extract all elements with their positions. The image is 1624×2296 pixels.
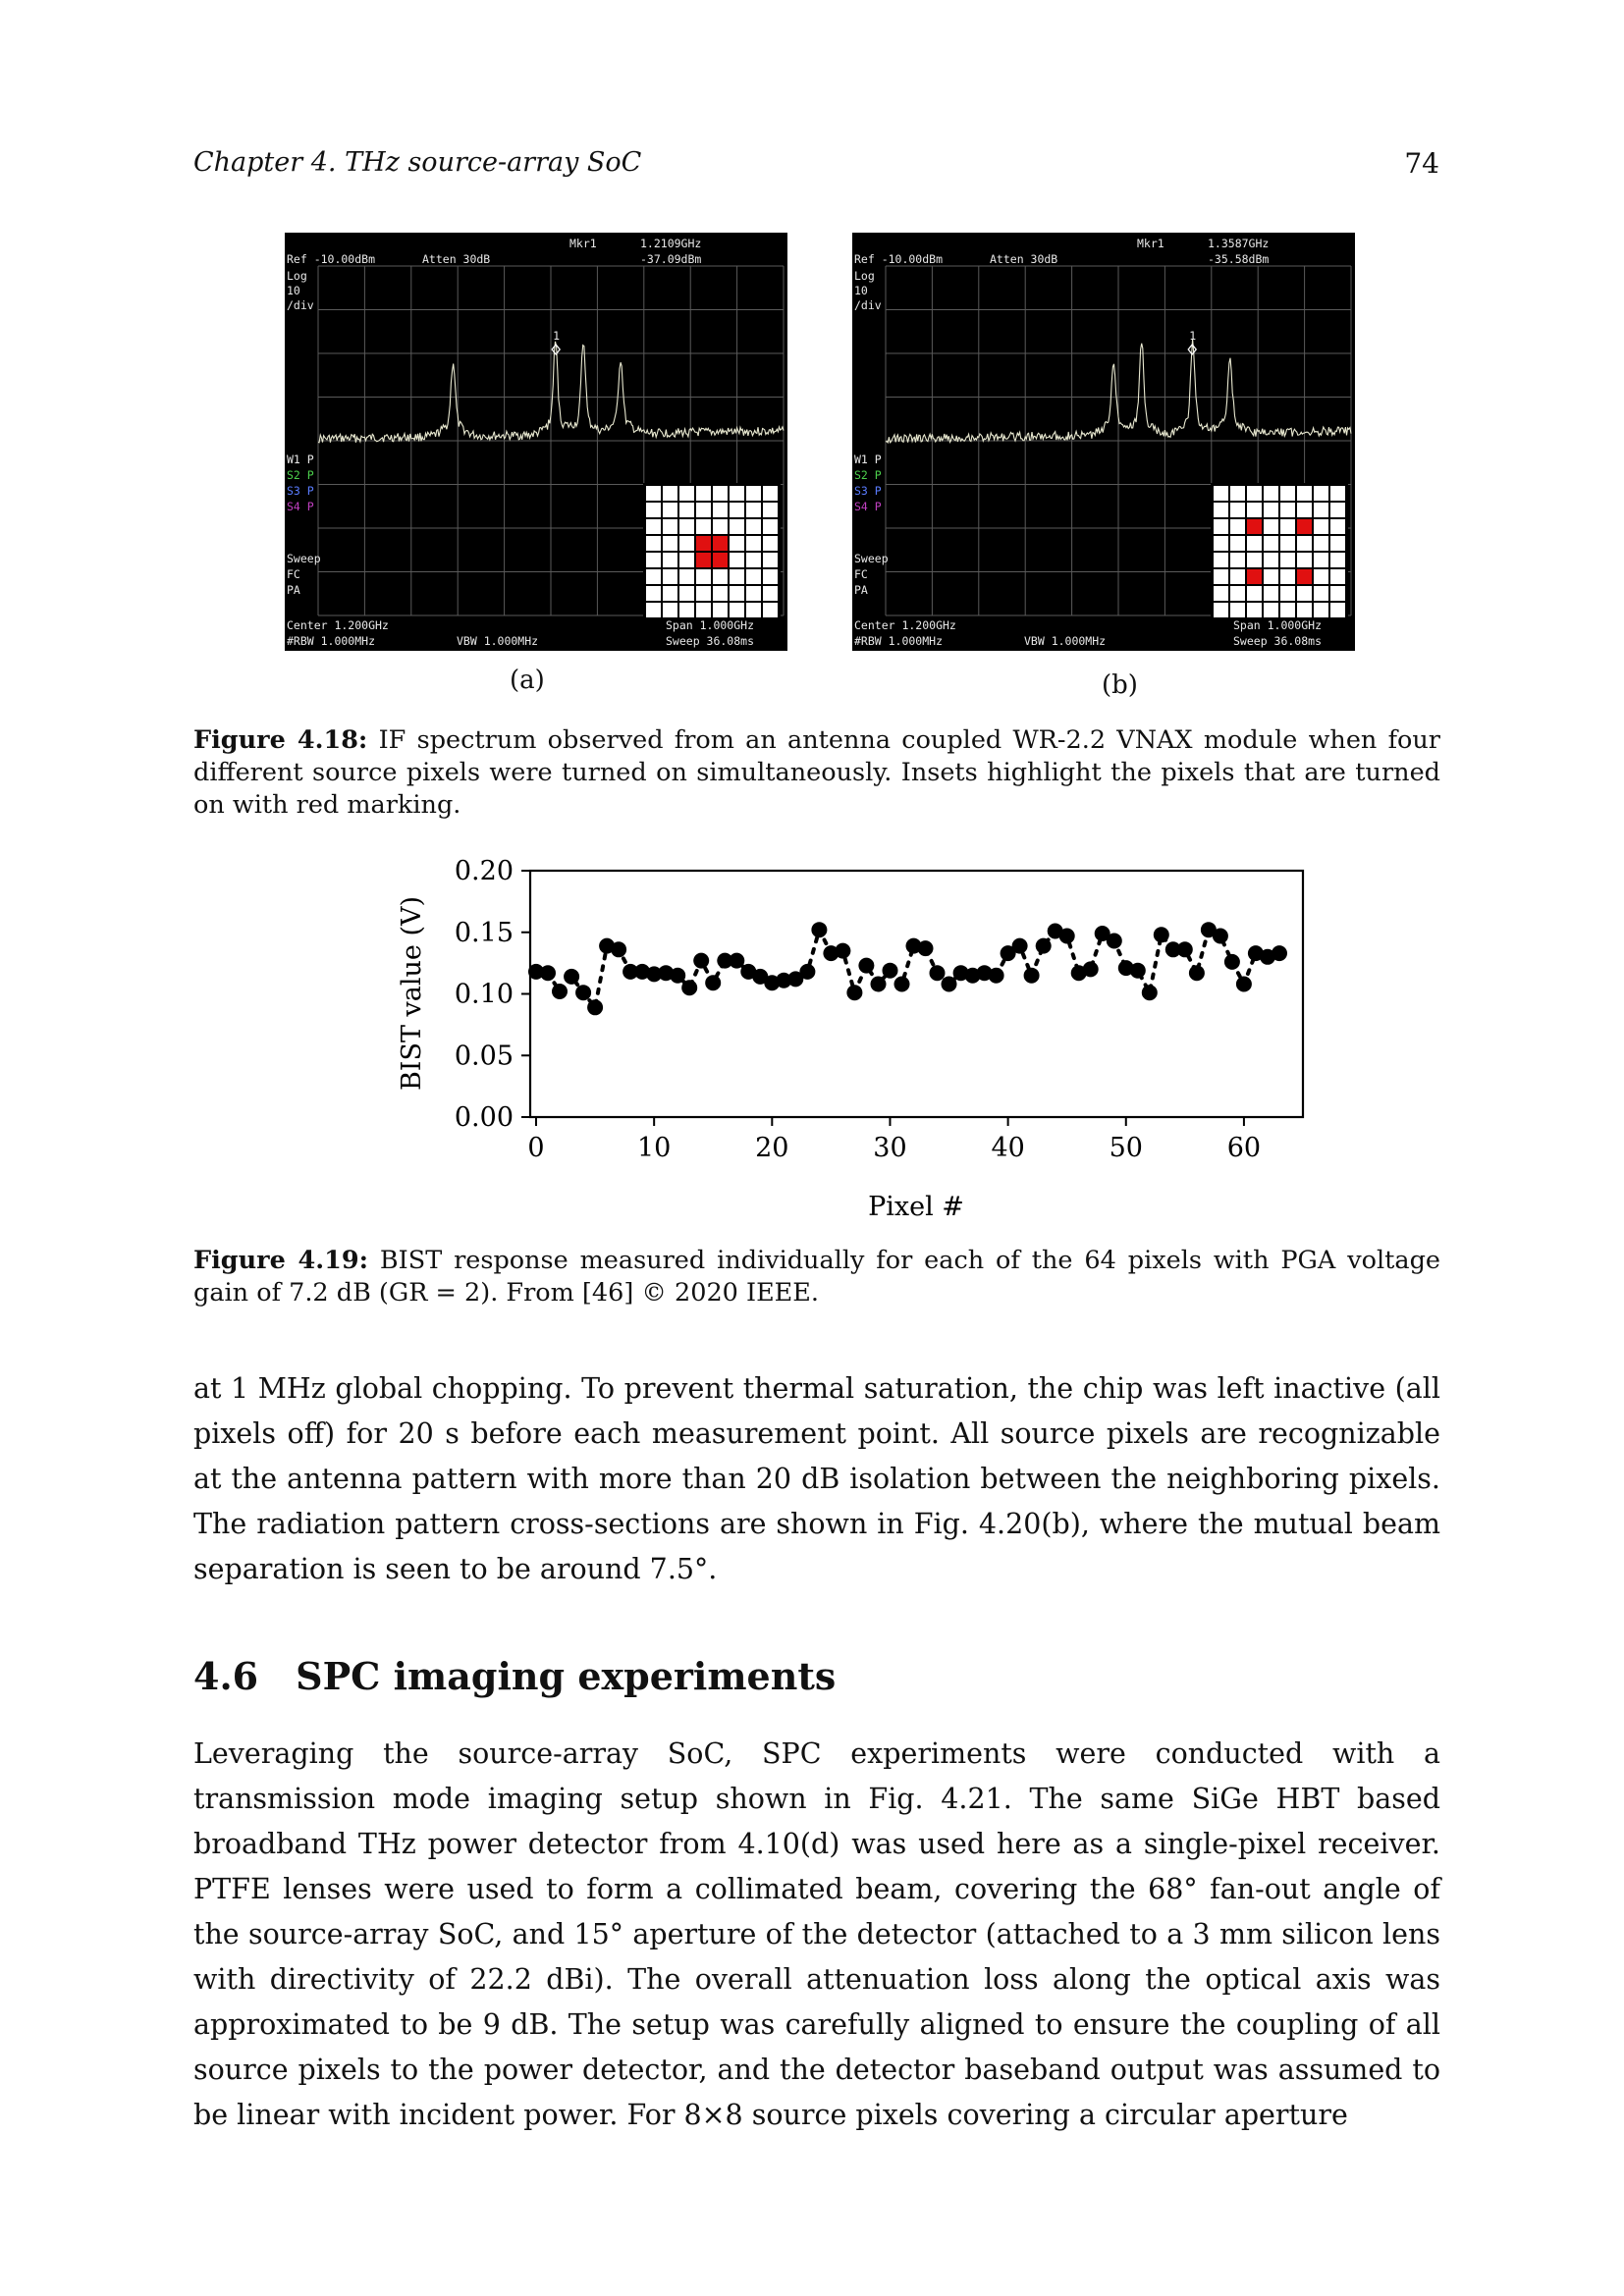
data-point <box>918 940 934 956</box>
data-point <box>729 953 744 969</box>
bist-chart <box>383 844 1326 1232</box>
spectrum-panel-a <box>285 233 787 651</box>
scale-unit: /div <box>287 298 314 312</box>
pixel-on <box>1297 569 1312 584</box>
fc-label: FC <box>854 567 868 581</box>
attenuation: Atten 30dB <box>990 252 1058 266</box>
data-point <box>575 985 591 1000</box>
pixel-off <box>646 553 661 567</box>
pixel-off <box>1247 603 1262 617</box>
data-point <box>871 977 887 992</box>
marker-level: -37.09dBm <box>640 252 702 266</box>
pixel-off <box>679 553 694 567</box>
pixel-on <box>1247 569 1262 584</box>
y-axis-label: BIST value (V) <box>397 895 427 1092</box>
pixel-off <box>663 519 677 534</box>
pixel-on <box>696 553 711 567</box>
pixel-off <box>1214 569 1228 584</box>
pixel-off <box>1314 569 1328 584</box>
x-tick-label: 30 <box>873 1133 907 1163</box>
pixel-on <box>1297 519 1312 534</box>
trace-s4: S4 P <box>854 500 882 513</box>
pixel-off <box>1314 519 1328 534</box>
data-point <box>858 958 874 974</box>
data-point <box>846 985 862 1000</box>
pixel-off <box>1330 519 1345 534</box>
pixel-off <box>1264 569 1278 584</box>
pixel-off <box>1264 486 1278 501</box>
y-tick-label: 0.00 <box>454 1102 514 1133</box>
pixel-off <box>713 586 728 601</box>
pixel-off <box>730 536 744 551</box>
y-tick-label: 0.15 <box>454 917 514 948</box>
pixel-off <box>730 569 744 584</box>
sweep-label: Sweep <box>287 552 321 565</box>
pixel-off <box>763 569 778 584</box>
pixel-off <box>1230 603 1245 617</box>
caption-text: BIST response measured individually for each of the 64 pixels with PGA voltage gain of 7.2 dB (GR = 2). From [46] © 2020 IEEE. <box>193 1246 1440 1308</box>
pa-label: PA <box>854 583 868 597</box>
pixel-off <box>696 603 711 617</box>
data-point <box>1107 934 1122 949</box>
pixel-off <box>663 553 677 567</box>
data-point <box>1024 968 1040 984</box>
pixel-off <box>1230 519 1245 534</box>
marker-frequency: 1.3587GHz <box>1208 237 1270 250</box>
pixel-off <box>663 603 677 617</box>
data-point <box>1142 985 1158 1000</box>
data-point <box>930 965 946 981</box>
rbw: #RBW 1.000MHz <box>854 634 944 648</box>
data-point <box>693 953 709 969</box>
x-tick-label: 20 <box>755 1133 789 1163</box>
vbw: VBW 1.000MHz <box>457 634 539 648</box>
figure-4-19-caption <box>193 1245 1440 1309</box>
pixel-off <box>713 503 728 517</box>
sweep-time: Sweep 36.08ms <box>1233 634 1323 648</box>
vbw: VBW 1.000MHz <box>1024 634 1107 648</box>
pixel-off <box>746 569 761 584</box>
scale-number: 10 <box>854 284 868 297</box>
data-point <box>1189 965 1205 981</box>
pixel-off <box>1264 586 1278 601</box>
pixel-off <box>663 486 677 501</box>
pixel-off <box>1247 536 1262 551</box>
pixel-off <box>730 519 744 534</box>
pixel-off <box>1264 519 1278 534</box>
pixel-on <box>696 536 711 551</box>
ref-level: Ref -10.00dBm <box>854 252 944 266</box>
trace-s2: S2 P <box>854 468 882 482</box>
pixel-off <box>730 603 744 617</box>
pixel-off <box>730 503 744 517</box>
section-title-text: SPC imaging experiments <box>296 1654 837 1698</box>
trace-s2: S2 P <box>287 468 314 482</box>
pixel-off <box>1247 503 1262 517</box>
pixel-off <box>1280 519 1295 534</box>
trace-s4: S4 P <box>287 500 314 513</box>
pixel-off <box>763 586 778 601</box>
pixel-off <box>1297 586 1312 601</box>
trace-s3: S3 P <box>854 484 882 498</box>
pixel-off <box>1214 503 1228 517</box>
pixel-off <box>1297 603 1312 617</box>
x-tick-label: 60 <box>1226 1133 1262 1163</box>
data-point <box>799 964 815 980</box>
pixel-off <box>746 519 761 534</box>
pixel-off <box>713 569 728 584</box>
pixel-off <box>763 603 778 617</box>
pixel-off <box>663 536 677 551</box>
data-point <box>1177 941 1193 957</box>
data-point <box>1130 963 1146 979</box>
pixel-off <box>696 486 711 501</box>
attenuation: Atten 30dB <box>422 252 491 266</box>
data-point <box>942 977 957 992</box>
pixel-off <box>696 586 711 601</box>
pixel-off <box>1264 503 1278 517</box>
data-point <box>1154 927 1169 942</box>
pixel-on <box>713 536 728 551</box>
center-frequency: Center 1.200GHz <box>854 618 956 632</box>
pixel-off <box>646 503 661 517</box>
pixel-off <box>646 586 661 601</box>
pixel-off <box>1280 603 1295 617</box>
pixel-off <box>746 553 761 567</box>
pixel-off <box>679 536 694 551</box>
pixel-off <box>1280 536 1295 551</box>
pixel-off <box>679 569 694 584</box>
pixel-off <box>1230 586 1245 601</box>
y-tick-label: 0.20 <box>454 856 514 886</box>
pixel-off <box>1314 603 1328 617</box>
pixel-off <box>1314 486 1328 501</box>
data-point <box>587 999 603 1015</box>
ref-level: Ref -10.00dBm <box>287 252 376 266</box>
pixel-off <box>1280 569 1295 584</box>
pixel-off <box>1280 503 1295 517</box>
pixel-off <box>1214 519 1228 534</box>
pixel-off <box>1330 569 1345 584</box>
marker-level: -35.58dBm <box>1208 252 1270 266</box>
data-point <box>681 980 697 995</box>
fc-label: FC <box>287 567 300 581</box>
pixel-off <box>1264 603 1278 617</box>
pixel-off <box>663 503 677 517</box>
data-point <box>552 984 568 999</box>
figure-4-18-caption <box>193 724 1440 822</box>
scale-unit: /div <box>854 298 882 312</box>
pixel-off <box>646 603 661 617</box>
pixel-off <box>1297 486 1312 501</box>
spectrum-panel-b <box>852 233 1355 651</box>
data-point <box>1272 945 1287 961</box>
section-heading <box>193 1654 836 1698</box>
pixel-off <box>1314 503 1328 517</box>
pixel-off <box>1230 553 1245 567</box>
data-point <box>540 965 556 981</box>
pixel-off <box>746 503 761 517</box>
pixel-off <box>1214 553 1228 567</box>
data-point <box>1012 938 1028 954</box>
data-point <box>670 968 685 984</box>
pixel-off <box>1330 536 1345 551</box>
sweep-label: Sweep <box>854 552 889 565</box>
subfigure-label-b: (b) <box>1102 670 1138 700</box>
x-axis-label: Pixel # <box>868 1192 964 1222</box>
pixel-off <box>1230 486 1245 501</box>
pixel-off <box>1330 553 1345 567</box>
pixel-off <box>646 569 661 584</box>
page-number: 74 <box>1404 147 1439 180</box>
scale-number: 10 <box>287 284 300 297</box>
pixel-off <box>1264 536 1278 551</box>
pixel-off <box>1330 486 1345 501</box>
trace-s3: S3 P <box>287 484 314 498</box>
pixel-off <box>746 536 761 551</box>
trace-w1: W1 P <box>854 453 882 466</box>
body-paragraph-1: at 1 MHz global chopping. To prevent thermal saturation, the chip was left inactive (all pixels off) for 20 s before each measurement point. All source pixels are recognizable at the antenna pattern with more than 20 dB isolation between the neighboring pixels. The radiation pattern cross-sections are shown in Fig. 4.20(b), where the mutual beam separation is seen to be around 7.5°. <box>193 1372 1440 1585</box>
marker-label: Mkr1 <box>569 237 597 250</box>
running-head: Chapter 4. THz source-array SoC <box>193 147 642 178</box>
span: Span 1.000GHz <box>666 618 755 632</box>
pixel-off <box>1247 586 1262 601</box>
trace-w1: W1 P <box>287 453 314 466</box>
data-point <box>1036 938 1052 954</box>
data-point <box>611 941 626 957</box>
pixel-off <box>713 486 728 501</box>
pixel-off <box>679 586 694 601</box>
center-frequency: Center 1.200GHz <box>287 618 389 632</box>
marker-label: Mkr1 <box>1137 237 1164 250</box>
data-point <box>1083 961 1099 977</box>
pixel-off <box>1330 586 1345 601</box>
spectrum-svg-b <box>852 233 1355 651</box>
data-point <box>1224 954 1240 970</box>
pixel-off <box>1297 503 1312 517</box>
pixel-off <box>663 586 677 601</box>
caption-text: IF spectrum observed from an antenna coupled WR-2.2 VNAX module when four different source pixels were turned on simultaneously. Insets highlight the pixels that are turned on with red marking. <box>193 725 1440 820</box>
data-point <box>835 943 850 959</box>
pixel-off <box>713 519 728 534</box>
pixel-off <box>1264 553 1278 567</box>
body-paragraph-2: Leveraging the source-array SoC, SPC experiments were conducted with a transmission mode imaging setup shown in Fig. 4.21. The same SiGe HBT based broadband THz power detector from 4.10(d) was used here as a single-pixel receiver. PTFE lenses were used to form a collimated beam, covering the 68° fan-out angle of the source-array SoC, and 15° aperture of the detector (attached to a 3 mm silicon lens with directivity of 22.2 dBi). The overall attenuation loss along the optical axis was approximated to be 9 dB. The setup was carefully aligned to ensure the coupling of all source pixels to the power detector, and the detector baseband output was assumed to be linear with incident power. For 8×8 source pixels covering a circular aperture <box>193 1737 1440 2131</box>
pixel-on <box>713 553 728 567</box>
log-label: Log <box>287 269 307 283</box>
pixel-off <box>1247 486 1262 501</box>
x-tick-label: 10 <box>636 1133 672 1163</box>
data-point <box>564 969 579 985</box>
span: Span 1.000GHz <box>1233 618 1323 632</box>
pixel-off <box>1247 553 1262 567</box>
pixel-off <box>1214 603 1228 617</box>
pixel-off <box>696 569 711 584</box>
pa-label: PA <box>287 583 300 597</box>
pixel-off <box>679 486 694 501</box>
marker-number: 1 <box>553 329 561 343</box>
log-label: Log <box>854 269 875 283</box>
pixel-off <box>730 553 744 567</box>
subfigure-label-a: (a) <box>510 666 545 695</box>
spectrum-svg-a <box>285 233 787 651</box>
sweep-time: Sweep 36.08ms <box>666 634 755 648</box>
pixel-off <box>696 519 711 534</box>
data-point <box>989 968 1004 984</box>
marker-number: 1 <box>1189 329 1197 343</box>
pixel-off <box>679 603 694 617</box>
pixel-off <box>696 503 711 517</box>
y-tick-label: 0.05 <box>454 1041 514 1072</box>
pixel-off <box>1230 569 1245 584</box>
pixel-off <box>1214 586 1228 601</box>
pixel-off <box>730 486 744 501</box>
pixel-off <box>713 603 728 617</box>
pixel-off <box>1330 603 1345 617</box>
y-tick-label: 0.10 <box>454 979 514 1010</box>
pixel-off <box>763 536 778 551</box>
pixel-off <box>1214 486 1228 501</box>
data-point <box>705 975 721 990</box>
pixel-off <box>1280 486 1295 501</box>
data-point <box>1059 929 1075 944</box>
pixel-off <box>646 486 661 501</box>
pixel-off <box>679 519 694 534</box>
pixel-off <box>1314 553 1328 567</box>
pixel-off <box>1297 536 1312 551</box>
data-point <box>883 963 898 979</box>
pixel-off <box>1214 536 1228 551</box>
pixel-off <box>746 486 761 501</box>
rbw: #RBW 1.000MHz <box>287 634 376 648</box>
x-tick-label: 0 <box>527 1133 545 1163</box>
x-tick-label: 50 <box>1109 1133 1143 1163</box>
plot-frame <box>530 871 1303 1117</box>
pixel-off <box>1314 586 1328 601</box>
pixel-off <box>1280 553 1295 567</box>
pixel-off <box>646 519 661 534</box>
x-tick-label: 40 <box>991 1133 1025 1163</box>
caption-label: Figure 4.18: <box>193 725 368 755</box>
pixel-off <box>763 553 778 567</box>
data-point <box>894 977 910 992</box>
data-point <box>811 922 827 937</box>
pixel-off <box>763 519 778 534</box>
pixel-off <box>679 503 694 517</box>
pixel-off <box>1314 536 1328 551</box>
pixel-off <box>763 503 778 517</box>
pixel-off <box>730 586 744 601</box>
pixel-on <box>1247 519 1262 534</box>
marker-frequency: 1.2109GHz <box>640 237 702 250</box>
data-point <box>1213 929 1228 944</box>
pixel-off <box>1230 503 1245 517</box>
section-number: 4.6 <box>193 1654 259 1698</box>
pixel-off <box>1280 586 1295 601</box>
caption-label: Figure 4.19: <box>193 1246 369 1275</box>
pixel-off <box>1297 553 1312 567</box>
data-point <box>1236 977 1252 992</box>
pixel-off <box>746 586 761 601</box>
pixel-off <box>1230 536 1245 551</box>
pixel-off <box>746 603 761 617</box>
pixel-off <box>646 536 661 551</box>
pixel-off <box>763 486 778 501</box>
pixel-off <box>663 569 677 584</box>
pixel-off <box>1330 503 1345 517</box>
